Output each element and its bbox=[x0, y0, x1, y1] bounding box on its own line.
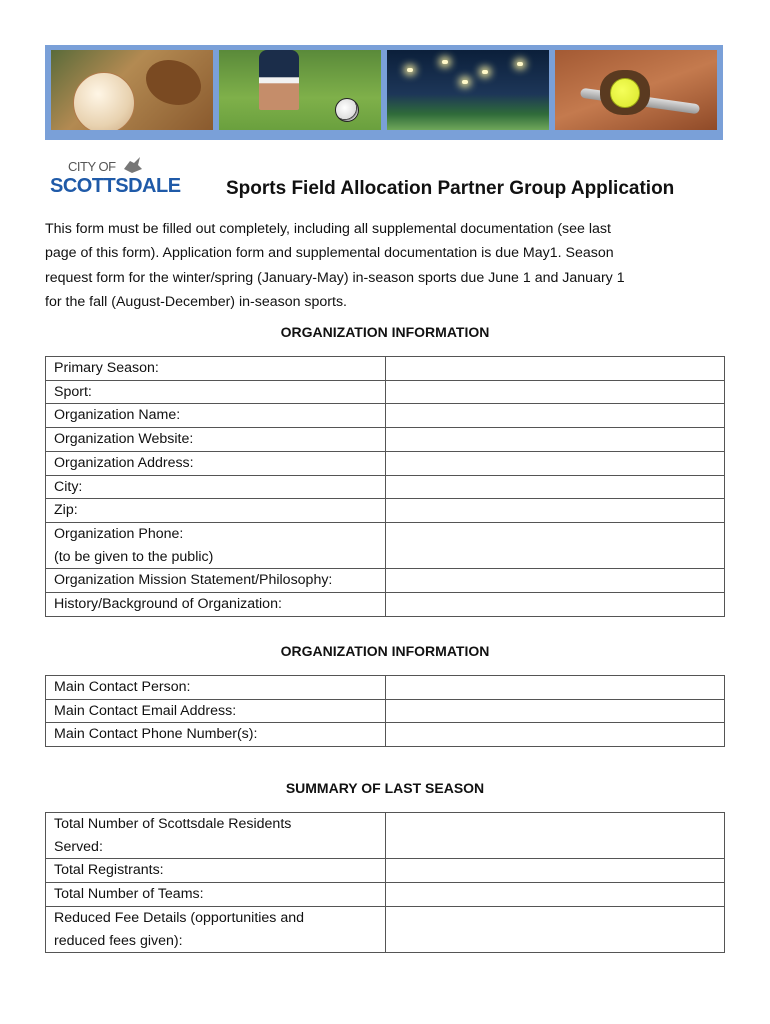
reduced-fee-details-field[interactable] bbox=[386, 906, 725, 952]
logo-name-text: SCOTTSDALE bbox=[50, 175, 181, 197]
organization-name-field[interactable] bbox=[386, 404, 725, 428]
table-row bbox=[46, 499, 725, 523]
field-label-line: reduced fees given): bbox=[54, 932, 183, 949]
residents-served-field[interactable] bbox=[386, 813, 725, 859]
city-field[interactable] bbox=[386, 475, 725, 499]
field-label bbox=[46, 906, 386, 952]
glove-icon bbox=[146, 60, 201, 105]
page-title: Sports Field Allocation Partner Group Application bbox=[226, 178, 675, 199]
field-label: Organization Website: bbox=[46, 428, 386, 452]
table-row bbox=[46, 593, 725, 617]
soccer-ball-icon bbox=[335, 98, 359, 122]
city-logo bbox=[50, 155, 181, 205]
intro-paragraph bbox=[45, 217, 725, 314]
field-label: Main Contact Person: bbox=[46, 676, 386, 700]
season-summary-table bbox=[45, 812, 725, 953]
table-row bbox=[46, 723, 725, 747]
field-label-line: Organization Phone: bbox=[54, 525, 184, 542]
table-row bbox=[46, 676, 725, 700]
section-heading-organization: ORGANIZATION INFORMATION bbox=[280, 324, 490, 340]
player-icon bbox=[259, 50, 299, 110]
intro-line: This form must be filled out completely, including all supplemental documentation (see last bbox=[45, 221, 611, 237]
field-label: Total Number of Teams: bbox=[46, 883, 386, 907]
table-row bbox=[46, 451, 725, 475]
field-label-line: Reduced Fee Details (opportunities and bbox=[54, 909, 305, 926]
table-row bbox=[46, 883, 725, 907]
table-row bbox=[46, 357, 725, 381]
field-label: Organization Mission Statement/Philosophy: bbox=[46, 569, 386, 593]
header-banner bbox=[45, 45, 723, 140]
table-row bbox=[46, 475, 725, 499]
main-contact-email-field[interactable] bbox=[386, 699, 725, 723]
organization-website-field[interactable] bbox=[386, 428, 725, 452]
field-label-note: (to be given to the public) bbox=[54, 548, 214, 565]
field-label: History/Background of Organization: bbox=[46, 593, 386, 617]
primary-season-field[interactable] bbox=[386, 357, 725, 381]
table-row bbox=[46, 813, 725, 859]
main-contact-person-field[interactable] bbox=[386, 676, 725, 700]
field-label: Total Registrants: bbox=[46, 859, 386, 883]
section-heading-contact: ORGANIZATION INFORMATION bbox=[280, 643, 490, 659]
field-label: Zip: bbox=[46, 499, 386, 523]
table-row bbox=[46, 404, 725, 428]
total-registrants-field[interactable] bbox=[386, 859, 725, 883]
field-label: Organization Name: bbox=[46, 404, 386, 428]
zip-field[interactable] bbox=[386, 499, 725, 523]
intro-line: page of this form). Application form and supplemental documentation is due May1. Season bbox=[45, 245, 614, 262]
main-contact-phone-field[interactable] bbox=[386, 723, 725, 747]
field-label bbox=[46, 522, 386, 568]
table-row bbox=[46, 569, 725, 593]
field-label: Main Contact Phone Number(s): bbox=[46, 723, 386, 747]
intro-line: for the fall (August-December) in-season sports. bbox=[45, 293, 348, 310]
field-label bbox=[46, 813, 386, 859]
logo-city-text: CITY OF bbox=[68, 159, 116, 174]
field-label: City: bbox=[46, 475, 386, 499]
section-heading-summary: SUMMARY OF LAST SEASON bbox=[285, 780, 485, 796]
history-background-field[interactable] bbox=[386, 593, 725, 617]
table-row bbox=[46, 380, 725, 404]
baseball-glove-photo bbox=[51, 50, 213, 130]
field-label: Main Contact Email Address: bbox=[46, 699, 386, 723]
contact-info-table bbox=[45, 675, 725, 747]
soccer-player-photo bbox=[219, 50, 381, 130]
softball-glove-photo bbox=[555, 50, 717, 130]
field-label: Organization Address: bbox=[46, 451, 386, 475]
night-field-photo bbox=[387, 50, 549, 130]
table-row bbox=[46, 859, 725, 883]
table-row bbox=[46, 906, 725, 952]
mission-statement-field[interactable] bbox=[386, 569, 725, 593]
field-label-line: Total Number of Scottsdale Residents bbox=[54, 816, 292, 832]
softball-icon bbox=[610, 78, 640, 108]
sport-field[interactable] bbox=[386, 380, 725, 404]
organization-address-field[interactable] bbox=[386, 451, 725, 475]
intro-line: request form for the winter/spring (January-May) in-season sports due June 1 and January 1 bbox=[45, 269, 625, 286]
table-row bbox=[46, 522, 725, 568]
organization-phone-field[interactable] bbox=[386, 522, 725, 568]
cowboy-icon bbox=[120, 155, 144, 177]
field-label: Primary Season: bbox=[46, 357, 386, 381]
field-label: Sport: bbox=[46, 380, 386, 404]
total-teams-field[interactable] bbox=[386, 883, 725, 907]
organization-info-table bbox=[45, 356, 725, 617]
table-row bbox=[46, 428, 725, 452]
table-row bbox=[46, 699, 725, 723]
baseball-icon bbox=[73, 72, 135, 130]
field-label-line: Served: bbox=[54, 838, 103, 855]
